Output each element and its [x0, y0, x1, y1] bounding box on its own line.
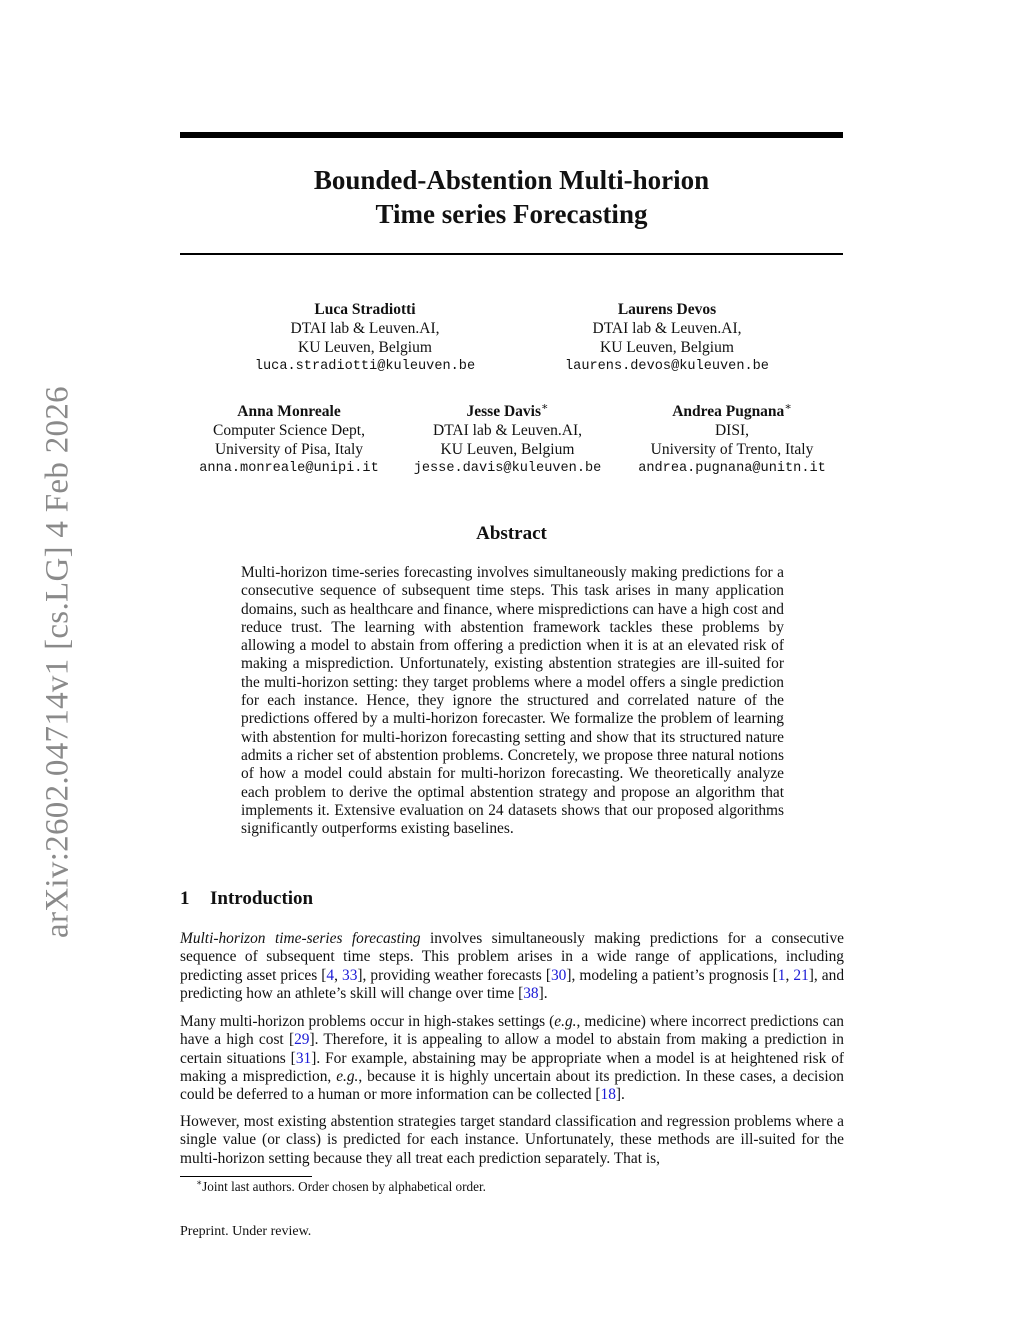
author-name: Anna Monreale	[237, 403, 341, 420]
title-bottom-rule	[180, 253, 843, 255]
author-name: Laurens Devos	[617, 301, 717, 318]
citation-link[interactable]: 29	[294, 1031, 310, 1049]
author-block-stradiotti	[220, 300, 510, 376]
author-block-davis	[400, 402, 615, 478]
intro-paragraph-3: However, most existing abstention strategies target standard classification and regression problems where a single value (or class) is predicted for each instance. Unfortunately, these methods are ill-suited for the multi-horizon setting because they all treat each prediction separately. That is,	[180, 1113, 844, 1167]
author-affiliation: Computer Science Dept,	[213, 422, 365, 439]
section-number: 1	[180, 888, 190, 909]
abstract-heading: Abstract	[476, 523, 547, 544]
section-title: Introduction	[210, 888, 314, 909]
author-affiliation: KU Leuven, Belgium	[440, 441, 575, 458]
author-name: Andrea Pugnana∗	[672, 400, 792, 420]
abstract-text: Multi-horizon time-series forecasting involves simultaneously making predictions for a consecutive sequence of subsequent time steps. This task arises in many application domains, such as healthcare and finance, where mispredictions can have a high cost and reduce trust. The learning with abstention framework tackles these problems by allowing a model to abstain from offering a prediction when it is at an elevated risk of making a misprediction. Unfortunately, existing abstention strategies are ill-suited for the multi-horizon setting: they target problems where a model offers a single prediction for each instance. Hence, they ignore the structured and correlated nature of the predictions offered by a multi-horizon forecaster. We formalize the problem of learning with abstention for multi-horizon forecasting setting and show that its structured nature admits a richer set of abstention problems. Concretely, we propose three natural notions of how a model could abstain for multi-horizon forecasting. We theoretically analyze each problem to derive the optimal abstention strategy and propose an algorithm that implements it. Extensive evaluation on 24 datasets shows that our proposed algorithms significantly outperforms existing baselines.	[241, 564, 784, 838]
footnote: ∗Joint last authors. Order chosen by alphabetical order.	[196, 1177, 486, 1194]
citation-link[interactable]: 18	[600, 1086, 616, 1104]
author-affiliation: University of Pisa, Italy	[214, 441, 364, 458]
author-name: Jesse Davis∗	[466, 400, 549, 420]
citation-link[interactable]: 21	[793, 966, 809, 984]
preprint-notice: Preprint. Under review.	[180, 1224, 312, 1239]
citation-link[interactable]: 1	[777, 966, 786, 984]
citation-link[interactable]: 38	[523, 984, 539, 1002]
intro-paragraph-1: Multi-horizon time-series forecasting involves simultaneously making predictions for a consecutive sequence of subsequent time steps. This problem arises in a wide range of applications, including predicting asset prices [4, 33], providing weather forecasts [30], modeling a patient’s prognosis [1, 21], and predicting how an athlete’s skill will change over time [38].	[180, 930, 845, 1002]
author-block-pugnana	[622, 402, 842, 478]
joint-author-mark: ∗	[541, 400, 549, 413]
author-affiliation: DISI,	[714, 422, 749, 439]
author-affiliation: DTAI lab & Leuven.AI,	[433, 422, 582, 439]
citation-link[interactable]: 33	[342, 966, 358, 984]
footnote-mark: ∗	[196, 1177, 203, 1188]
section-heading-introduction	[180, 888, 313, 910]
joint-author-mark: ∗	[784, 400, 792, 413]
author-affiliation: KU Leuven, Belgium	[298, 339, 432, 356]
title-top-rule	[180, 132, 843, 138]
author-affiliation: DTAI lab & Leuven.AI,	[592, 320, 742, 337]
intro-paragraph-2: Many multi-horizon problems occur in high-stakes settings (e.g., medicine) where incorrect predictions can have a high cost [29]. Therefore, it is appealing to allow a model to abstain from making a prediction in certain situations [31]. For example, abstaining may be appropriate when a model is at heightened risk of making a misprediction, e.g., because it is highly uncertain about its prediction. In these cases, a decision could be deferred to a human or more information can be collected [18].	[180, 1013, 845, 1104]
author-affiliation: KU Leuven, Belgium	[600, 339, 734, 356]
author-affiliation: University of Trento, Italy	[650, 441, 814, 458]
author-email: laurens.devos@kuleuven.be	[565, 359, 769, 374]
author-email: anna.monreale@unipi.it	[199, 461, 379, 476]
title-line-2: Time series Forecasting	[375, 199, 648, 229]
author-email: andrea.pugnana@unitn.it	[638, 461, 826, 476]
citation-link[interactable]: 30	[550, 966, 567, 984]
author-email: luca.stradiotti@kuleuven.be	[254, 359, 476, 374]
author-block-monreale	[184, 402, 394, 478]
author-email: jesse.davis@kuleuven.be	[413, 461, 602, 476]
citation-link[interactable]: 31	[295, 1049, 312, 1067]
title-line-1: Bounded-Abstention Multi-horion	[313, 165, 710, 195]
arxiv-identifier-stamp: arXiv:2602.04714v1 [cs.LG] 4 Feb 2026	[39, 386, 76, 938]
citation-link[interactable]: 4	[326, 966, 335, 984]
author-affiliation: DTAI lab & Leuven.AI,	[290, 320, 440, 337]
author-name: Luca Stradiotti	[314, 301, 416, 318]
paper-title	[180, 163, 843, 231]
author-block-devos	[522, 300, 812, 376]
